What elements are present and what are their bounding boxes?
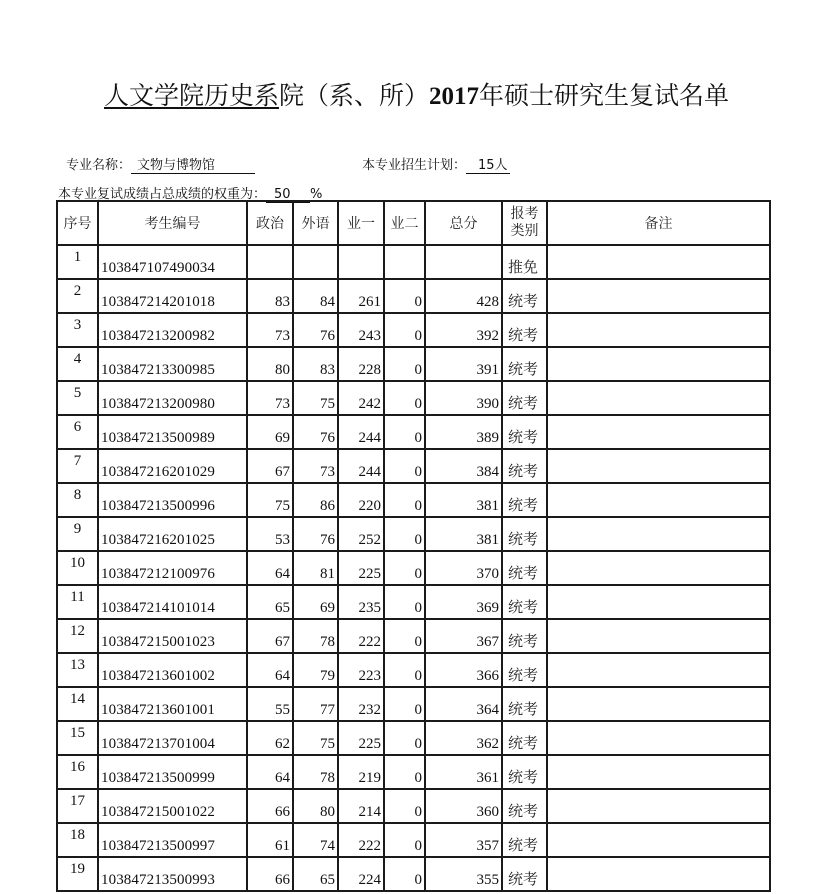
row-category: 统考: [502, 687, 547, 721]
row-seq: 3: [57, 313, 98, 347]
enrollment-plan: [362, 154, 510, 174]
row-seq: 14: [57, 687, 98, 721]
table-row: [57, 381, 770, 415]
row-total-score: 357: [425, 823, 502, 857]
row-seq: 1: [57, 245, 98, 279]
row-politics-score: 53: [247, 517, 293, 551]
row-foreign-score: 73: [293, 449, 338, 483]
row-politics-score: 66: [247, 789, 293, 823]
row-category: 推免: [502, 245, 547, 279]
header-category: [502, 201, 547, 245]
row-candidate-id: 103847213200980: [98, 381, 247, 415]
major-value: 文物与博物馆: [131, 159, 255, 174]
row-note: [547, 653, 770, 687]
row-total-score: 370: [425, 551, 502, 585]
table-row: [57, 483, 770, 517]
row-foreign-score: 84: [293, 279, 338, 313]
row-candidate-id: 103847214101014: [98, 585, 247, 619]
row-foreign-score: 65: [293, 857, 338, 891]
row-seq: 13: [57, 653, 98, 687]
table-row: [57, 313, 770, 347]
row-politics-score: 64: [247, 755, 293, 789]
row-major1-score: 225: [338, 551, 384, 585]
row-foreign-score: 76: [293, 517, 338, 551]
row-candidate-id: 103847213601002: [98, 653, 247, 687]
row-seq: 2: [57, 279, 98, 313]
header-category-line2: 类别: [510, 223, 539, 239]
department-name: 人文学院历史系: [104, 81, 280, 110]
header-major-1: 业一: [338, 201, 384, 245]
table-header-row: [57, 201, 770, 245]
row-seq: 7: [57, 449, 98, 483]
row-note: [547, 687, 770, 721]
row-major1-score: 214: [338, 789, 384, 823]
row-candidate-id: 103847215001023: [98, 619, 247, 653]
row-total-score: [425, 245, 502, 279]
row-major1-score: 242: [338, 381, 384, 415]
row-politics-score: 55: [247, 687, 293, 721]
row-major2-score: 0: [384, 517, 425, 551]
major-label: 专业名称：: [66, 158, 132, 173]
row-note: [547, 789, 770, 823]
row-major2-score: 0: [384, 551, 425, 585]
table-row: [57, 755, 770, 789]
row-major2-score: 0: [384, 279, 425, 313]
row-politics-score: 73: [247, 313, 293, 347]
row-major1-score: 222: [338, 619, 384, 653]
row-major2-score: 0: [384, 721, 425, 755]
row-total-score: 367: [425, 619, 502, 653]
row-major1-score: 244: [338, 415, 384, 449]
row-politics-score: 64: [247, 551, 293, 585]
row-major2-score: 0: [384, 687, 425, 721]
row-category: 统考: [502, 483, 547, 517]
row-seq: 4: [57, 347, 98, 381]
row-major2-score: 0: [384, 347, 425, 381]
row-foreign-score: 76: [293, 415, 338, 449]
header-politics: 政治: [247, 201, 293, 245]
row-politics-score: 75: [247, 483, 293, 517]
row-major2-score: 0: [384, 415, 425, 449]
row-note: [547, 347, 770, 381]
row-category: 统考: [502, 721, 547, 755]
row-major1-score: 224: [338, 857, 384, 891]
row-foreign-score: 83: [293, 347, 338, 381]
row-foreign-score: 74: [293, 823, 338, 857]
row-seq: 5: [57, 381, 98, 415]
row-category: 统考: [502, 857, 547, 891]
row-note: [547, 823, 770, 857]
row-major2-score: 0: [384, 653, 425, 687]
row-note: [547, 483, 770, 517]
row-note: [547, 381, 770, 415]
row-foreign-score: [293, 245, 338, 279]
row-major1-score: 228: [338, 347, 384, 381]
row-foreign-score: 80: [293, 789, 338, 823]
row-total-score: 381: [425, 483, 502, 517]
table-row: [57, 449, 770, 483]
row-total-score: 384: [425, 449, 502, 483]
row-seq: 19: [57, 857, 98, 891]
row-note: [547, 313, 770, 347]
weight-unit: %: [310, 187, 323, 202]
table-row: [57, 857, 770, 891]
row-candidate-id: 103847213500996: [98, 483, 247, 517]
header-major-2: 业二: [384, 201, 425, 245]
header-total: 总分: [425, 201, 502, 245]
row-major2-score: 0: [384, 449, 425, 483]
row-major2-score: 0: [384, 313, 425, 347]
row-politics-score: 80: [247, 347, 293, 381]
row-major1-score: 235: [338, 585, 384, 619]
row-candidate-id: 103847214201018: [98, 279, 247, 313]
row-category: 统考: [502, 347, 547, 381]
row-seq: 18: [57, 823, 98, 857]
row-foreign-score: 69: [293, 585, 338, 619]
row-candidate-id: 103847213200982: [98, 313, 247, 347]
table-row: [57, 347, 770, 381]
row-politics-score: 64: [247, 653, 293, 687]
row-politics-score: 66: [247, 857, 293, 891]
row-foreign-score: 75: [293, 381, 338, 415]
row-major1-score: 222: [338, 823, 384, 857]
row-major1-score: [338, 245, 384, 279]
row-candidate-id: 103847213500999: [98, 755, 247, 789]
row-total-score: 381: [425, 517, 502, 551]
row-category: 统考: [502, 449, 547, 483]
row-total-score: 369: [425, 585, 502, 619]
header-note: 备注: [547, 201, 770, 245]
row-total-score: 392: [425, 313, 502, 347]
header-category-line1: 报考: [510, 206, 539, 222]
row-seq: 12: [57, 619, 98, 653]
title-year: 2017: [429, 83, 480, 110]
row-foreign-score: 78: [293, 755, 338, 789]
row-note: [547, 279, 770, 313]
row-note: [547, 721, 770, 755]
row-candidate-id: 103847213500993: [98, 857, 247, 891]
row-candidate-id: 103847213500989: [98, 415, 247, 449]
candidate-table: [56, 200, 771, 892]
row-major2-score: 0: [384, 483, 425, 517]
row-politics-score: 62: [247, 721, 293, 755]
row-foreign-score: 76: [293, 313, 338, 347]
row-note: [547, 551, 770, 585]
row-foreign-score: 81: [293, 551, 338, 585]
row-total-score: 428: [425, 279, 502, 313]
row-major2-score: [384, 245, 425, 279]
row-major2-score: 0: [384, 823, 425, 857]
row-candidate-id: 103847213601001: [98, 687, 247, 721]
row-category: 统考: [502, 279, 547, 313]
header-foreign-language: 外语: [293, 201, 338, 245]
row-total-score: 364: [425, 687, 502, 721]
table-row: [57, 687, 770, 721]
table-row: [57, 653, 770, 687]
row-total-score: 361: [425, 755, 502, 789]
weight-label: 本专业复试成绩占总成绩的权重为：: [58, 187, 267, 202]
row-foreign-score: 86: [293, 483, 338, 517]
row-seq: 16: [57, 755, 98, 789]
header-seq: 序号: [57, 201, 98, 245]
row-total-score: 390: [425, 381, 502, 415]
row-major2-score: 0: [384, 789, 425, 823]
row-major1-score: 243: [338, 313, 384, 347]
major-info: [66, 154, 255, 174]
row-major2-score: 0: [384, 857, 425, 891]
table-row: [57, 415, 770, 449]
row-candidate-id: 103847213701004: [98, 721, 247, 755]
row-major1-score: 223: [338, 653, 384, 687]
row-note: [547, 245, 770, 279]
row-category: 统考: [502, 619, 547, 653]
row-category: 统考: [502, 517, 547, 551]
row-politics-score: 73: [247, 381, 293, 415]
row-note: [547, 517, 770, 551]
title-prefix: 院（系、所）: [279, 81, 430, 110]
row-major1-score: 219: [338, 755, 384, 789]
row-total-score: 391: [425, 347, 502, 381]
row-politics-score: 69: [247, 415, 293, 449]
row-major1-score: 232: [338, 687, 384, 721]
row-seq: 6: [57, 415, 98, 449]
row-category: 统考: [502, 789, 547, 823]
table-row: [57, 551, 770, 585]
row-total-score: 355: [425, 857, 502, 891]
row-major1-score: 225: [338, 721, 384, 755]
row-politics-score: 67: [247, 619, 293, 653]
plan-value: 15人: [466, 159, 510, 174]
plan-label: 本专业招生计划：: [362, 158, 467, 173]
row-major2-score: 0: [384, 755, 425, 789]
row-politics-score: 65: [247, 585, 293, 619]
row-major1-score: 244: [338, 449, 384, 483]
row-seq: 11: [57, 585, 98, 619]
table-row: [57, 789, 770, 823]
row-foreign-score: 75: [293, 721, 338, 755]
row-note: [547, 585, 770, 619]
row-category: 统考: [502, 755, 547, 789]
weight-value: 50: [266, 188, 310, 203]
row-politics-score: 67: [247, 449, 293, 483]
row-seq: 15: [57, 721, 98, 755]
row-category: 统考: [502, 585, 547, 619]
row-category: 统考: [502, 653, 547, 687]
row-candidate-id: 103847107490034: [98, 245, 247, 279]
row-note: [547, 755, 770, 789]
row-major1-score: 220: [338, 483, 384, 517]
row-foreign-score: 78: [293, 619, 338, 653]
row-candidate-id: 103847216201029: [98, 449, 247, 483]
row-foreign-score: 79: [293, 653, 338, 687]
table-row: [57, 721, 770, 755]
row-category: 统考: [502, 823, 547, 857]
header-candidate-id: 考生编号: [98, 201, 247, 245]
row-note: [547, 449, 770, 483]
row-politics-score: [247, 245, 293, 279]
row-category: 统考: [502, 381, 547, 415]
row-politics-score: 83: [247, 279, 293, 313]
table-row: [57, 245, 770, 279]
table-row: [57, 585, 770, 619]
row-major2-score: 0: [384, 585, 425, 619]
row-candidate-id: 103847213300985: [98, 347, 247, 381]
row-candidate-id: 103847215001022: [98, 789, 247, 823]
row-seq: 8: [57, 483, 98, 517]
row-major2-score: 0: [384, 381, 425, 415]
row-seq: 9: [57, 517, 98, 551]
table-row: [57, 619, 770, 653]
row-note: [547, 619, 770, 653]
row-major1-score: 261: [338, 279, 384, 313]
table-row: [57, 823, 770, 857]
row-candidate-id: 103847213500997: [98, 823, 247, 857]
row-category: 统考: [502, 551, 547, 585]
row-total-score: 362: [425, 721, 502, 755]
row-major1-score: 252: [338, 517, 384, 551]
row-seq: 17: [57, 789, 98, 823]
row-total-score: 366: [425, 653, 502, 687]
row-seq: 10: [57, 551, 98, 585]
row-total-score: 360: [425, 789, 502, 823]
row-note: [547, 857, 770, 891]
row-category: 统考: [502, 415, 547, 449]
row-candidate-id: 103847216201025: [98, 517, 247, 551]
table-row: [57, 279, 770, 313]
row-candidate-id: 103847212100976: [98, 551, 247, 585]
row-total-score: 389: [425, 415, 502, 449]
row-major2-score: 0: [384, 619, 425, 653]
row-foreign-score: 77: [293, 687, 338, 721]
page-title: [84, 76, 764, 112]
title-suffix: 年硕士研究生复试名单: [479, 81, 730, 110]
table-row: [57, 517, 770, 551]
row-politics-score: 61: [247, 823, 293, 857]
row-note: [547, 415, 770, 449]
row-category: 统考: [502, 313, 547, 347]
